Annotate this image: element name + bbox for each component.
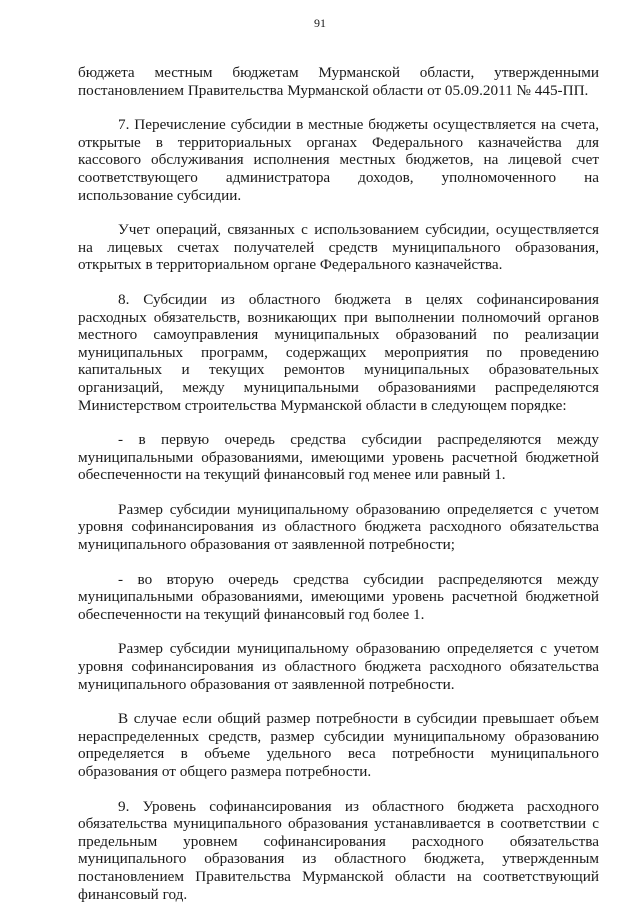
document-body xyxy=(78,64,599,920)
paragraph-continuation: бюджета местным бюджетам Мурманской области, утвержденными постановлением Правительства Мурманской области от 05.09.2011 № 445-ПП. xyxy=(78,64,599,99)
paragraph-subsidy-size-1: Размер субсидии муниципальному образованию определяется с учетом уровня софинансирования из областного бюджета расходного обязательства муниципального образования от заявленной потребности; xyxy=(78,500,599,554)
page-number: 91 xyxy=(314,16,326,30)
paragraph-second-priority: - во вторую очередь средства субсидии распределяются между муниципальными образованиями, имеющими уровень расчетной бюджетной обеспеченности на текущий финансовый год более 1. xyxy=(78,570,599,623)
paragraph-item-7: 7. Перечисление субсидии в местные бюджеты осуществляется на счета, открытые в территориальных органах Федерального казначейства для кассового обслуживания исполнения местных бюджетов, на лицевой счет соответствующего администратора доходов, уполномоченного на использование субсидии. xyxy=(78,116,599,204)
paragraph-subsidy-size-2: Размер субсидии муниципальному образованию определяется с учетом уровня софинансирования из областного бюджета расходного обязательства муниципального образования от заявленной потребности. xyxy=(78,640,599,693)
paragraph-item-9: 9. Уровень софинансирования из областного бюджета расходного обязательства муниципального образования устанавливается в соответствии с предельным уровнем софинансирования расходного обязательства муниципального образования из областного бюджета, утвержденным постановлением Правительства Мурманской области на соответствующий финансовый год. xyxy=(78,797,599,903)
paragraph-accounting: Учет операций, связанных с использованием субсидии, осуществляется на лицевых счетах получателей средств муниципального образования, открытых в территориальном органе Федерального казначейства. xyxy=(78,221,599,274)
paragraph-first-priority: - в первую очередь средства субсидии распределяются между муниципальными образованиями, имеющими уровень расчетной бюджетной обеспеченности на текущий финансовый год менее или равный 1. xyxy=(78,431,599,484)
paragraph-item-8: 8. Субсидии из областного бюджета в целях софинансирования расходных обязательств, возникающих при выполнении полномочий органов местного самоуправления муниципальных образований по реализации муниципальных программ, содержащих мероприятия по проведению капитальных и текущих ремонтов муниципальных образовательных организаций, между муниципальными образованиями распределяются Министерством строительства Мурманской области в следующем порядке: xyxy=(78,290,599,414)
paragraph-excess-demand: В случае если общий размер потребности в субсидии превышает объем нераспределенных средств, размер субсидии муниципальному образованию определяется в объеме удельного веса потребности муниципального образования от общего размера потребности. xyxy=(78,710,599,780)
